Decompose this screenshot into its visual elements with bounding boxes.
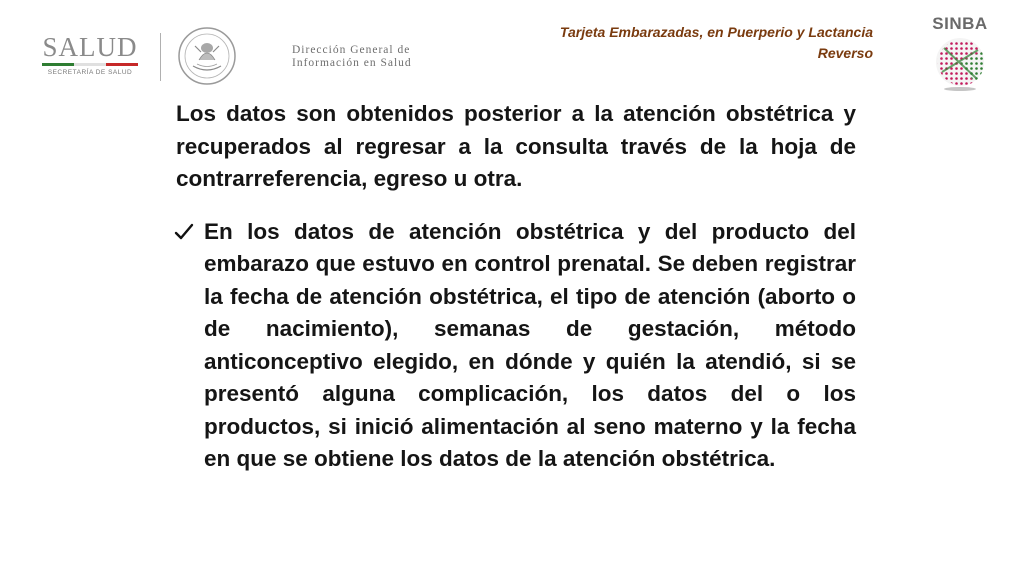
salud-logo-subtitle: SECRETARÍA DE SALUD [47,69,133,76]
dgis-line-2: Información en Salud [292,57,412,69]
salud-logo-word: SALUD [42,32,138,62]
flag-green [42,63,74,66]
header-divider [160,33,161,81]
bullet-text: En los datos de atención obstétrica y del producto del embarazo que estuvo en control prenatal. Se deben registrar la fecha de atención obstétrica, el tipo de atención (aborto o de nacimiento), semanas de gestación, método anticonceptivo elegido, en dónde y quién la atendió, si se presentó alguna complicación, los datos del o los productos, si inició alimentación al seno materno y la fecha en que se obtiene los datos de la atención obstétrica. [204,218,856,471]
bullet-item [176,216,856,476]
slide-content [176,98,856,476]
sinba-logo [922,14,998,96]
card-subtitle: Reverso [817,45,873,61]
seal-icon [177,26,237,86]
dgis-wordmark [292,44,412,70]
card-title-part2: en Puerperio y Lactancia [707,24,873,40]
card-title-part1: Tarjeta Embarazadas, [559,24,704,40]
salud-logo [30,32,150,82]
slide-header [0,0,1024,100]
checkmark-icon [174,222,194,242]
dgis-line-1: Dirección General de [292,44,411,56]
sinba-logo-word: SINBA [932,14,988,33]
sinba-globe-icon [934,36,986,92]
card-title [560,22,873,42]
salud-flag-stripe [42,63,138,66]
intro-paragraph: Los datos son obtenidos posterior a la atención obstétrica y recuperados al regresar a la consulta través de la hoja de contrarreferencia, egreso u otra. [176,101,856,191]
flag-white [74,63,106,66]
flag-red [106,63,138,66]
